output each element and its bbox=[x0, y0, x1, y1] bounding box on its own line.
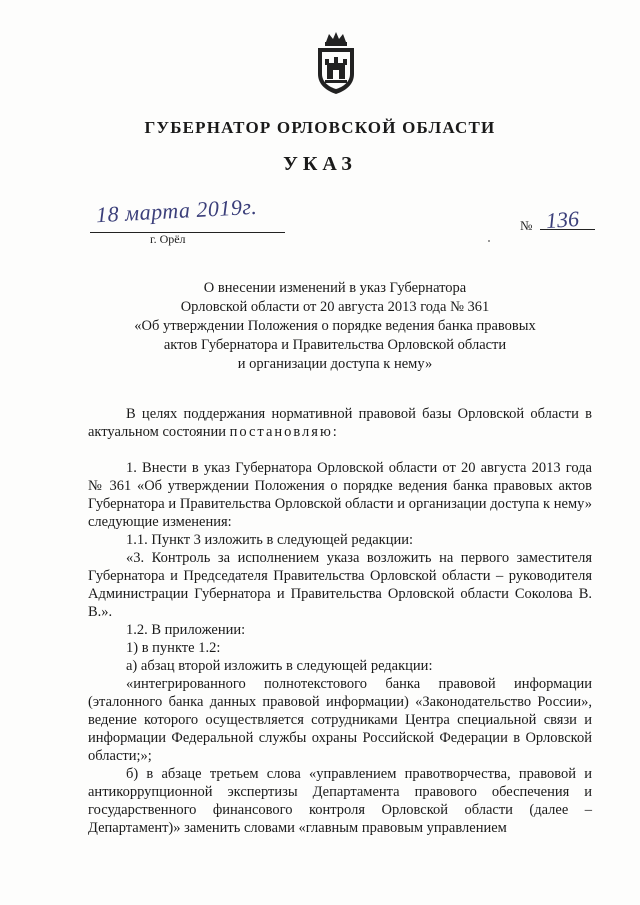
scan-artifact bbox=[488, 240, 490, 242]
body-paragraph: «интегрированного полнотекстового банка правовой информации (эталонного банка данных правовой информации) «Законодательство России», ведение которого осуществляется сотрудниками Центра специальной связи и информации Федеральной службы охраны Российской Федерации в Орловской области;»; bbox=[88, 676, 592, 764]
decree-word: постановляю: bbox=[229, 424, 339, 440]
body-paragraph: б) в абзаце третьем слова «управлением правотворчества, правовой и антикоррупционной экспертизы Департамента правового обеспечения и государственного финансового контроля Орловской области (далее – Департамент)» заменить словами «главным правовым управлением bbox=[88, 766, 592, 836]
body-paragraph: 1. Внести в указ Губернатора Орловской области от 20 августа 2013 года № 361 «Об утверждении Положения о порядке ведения банка правовых актов Губернатора и Правительства Орловской области и организации доступа к нему» следующие изменения: bbox=[88, 460, 592, 530]
subject-line: О внесении изменений в указ Губернатора bbox=[203, 280, 467, 296]
preamble-text: В целях поддержания нормативной правовой базы Орловской области в актуальном состоянии bbox=[88, 406, 592, 440]
subject-line: Орловской области от 20 августа 2013 года № 361 bbox=[180, 299, 490, 315]
body-paragraph: 1.2. В приложении: bbox=[126, 622, 246, 638]
coat-of-arms-icon bbox=[313, 30, 359, 96]
document-type: УКАЗ bbox=[283, 153, 357, 175]
document-body bbox=[88, 459, 592, 837]
number-label: № bbox=[520, 218, 533, 233]
handwritten-number: 136 bbox=[545, 205, 580, 234]
body-paragraph: 1.1. Пункт 3 изложить в следующей редакции: bbox=[126, 532, 414, 548]
subject-line: и организации доступа к нему» bbox=[237, 356, 433, 372]
body-paragraph: а) абзац второй изложить в следующей редакции: bbox=[126, 658, 433, 674]
subject-line: актов Губернатора и Правительства Орловской области bbox=[163, 337, 507, 353]
body-paragraph: «3. Контроль за исполнением указа возложить на первого заместителя Губернатора и Председателя Правительства Орловской области – руководителя Администрации Губернатора и Правительства Орловской области Соколова В. В.». bbox=[88, 550, 592, 620]
handwritten-date: 18 марта 2019г. bbox=[95, 193, 258, 228]
preamble bbox=[88, 405, 592, 441]
place-of-issue: г. Орёл bbox=[150, 232, 186, 246]
preamble-paragraph bbox=[88, 405, 592, 441]
subject-line: «Об утверждении Положения о порядке ведения банка правовых bbox=[134, 318, 536, 334]
body-paragraph: 1) в пункте 1.2: bbox=[126, 640, 221, 656]
org-title: ГУБЕРНАТОР ОРЛОВСКОЙ ОБЛАСТИ bbox=[144, 118, 496, 137]
document-subject bbox=[110, 279, 560, 374]
